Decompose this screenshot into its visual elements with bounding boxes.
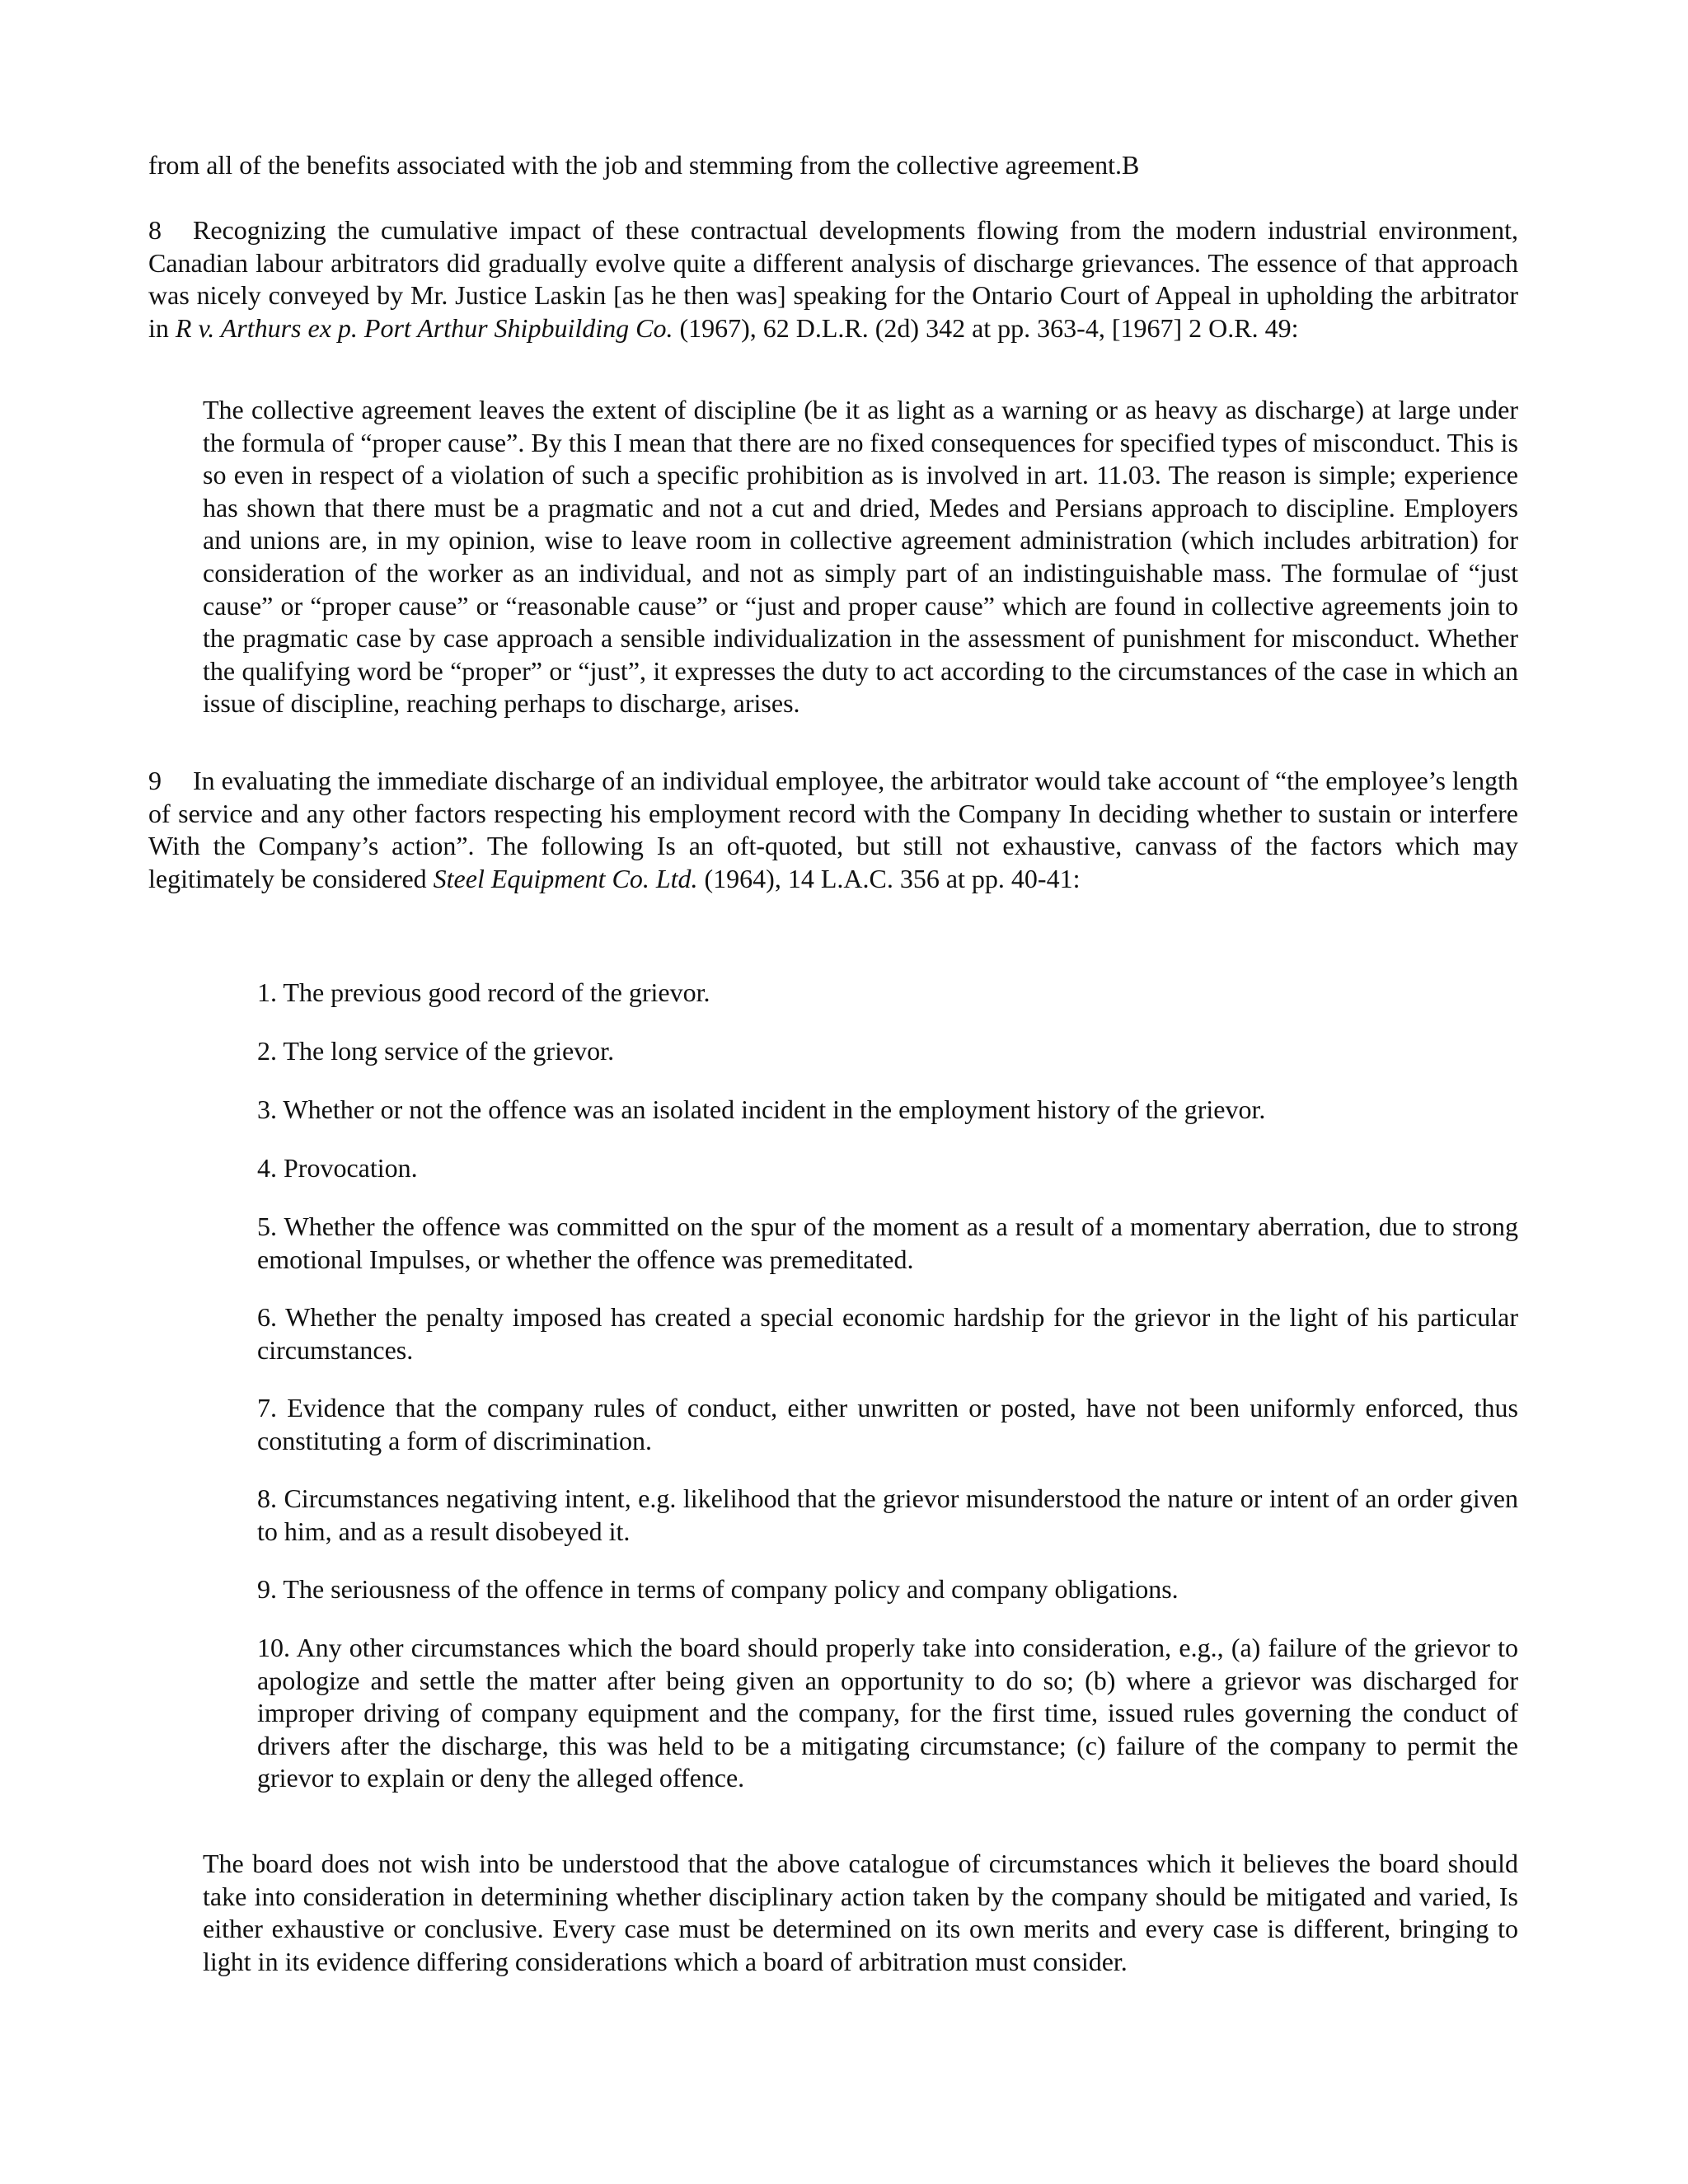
factor-item-2: 2. The long service of the grievor. (257, 1036, 615, 1066)
factor-item-4: 4. Provocation. (257, 1153, 418, 1183)
paragraph-8 (148, 214, 1518, 344)
factor-item-5: 5. Whether the offence was committed on the spur of the moment as a result of a momentary aberration, due to strong emotional Impulses, or whether the offence was premeditated. (257, 1212, 1518, 1274)
case-citation-port-arthur: R v. Arthurs ex p. Port Arthur Shipbuilding Co. (175, 312, 673, 343)
paragraph-9-text: In evaluating the immediate discharge of an individual employee, the arbitrator would take account of “the employee’s length of service and any other factors respecting his employment record with the Company In deciding whether to sustain or interfere With the Company’s action”. The following Is an oft-quoted, but still not exhaustive, canvass of the factors which may legitimately be considered (148, 766, 1518, 893)
paragraph-number-9: 9 (148, 766, 162, 795)
paragraph-8-text: Recognizing the cumulative impact of these contractual developments flowing from the modern industrial environment, Canadian labour arbitrators did gradually evolve quite a different analysis of discharge grievances. The essence of that approach was nicely conveyed by Mr. Justice Laskin [as he then was] speaking for the Ontario Court of Appeal in upholding the arbitrator in (148, 215, 1518, 343)
laskin-quote: The collective agreement leaves the extent of discipline (be it as light as a warning or as heavy as discharge) at large under the formula of “proper cause”. By this I mean that there are no fixed consequences for specified types of misconduct. This is so even in respect of a violation of such a specific prohibition as is involved in art. 11.03. The reason is simple; experience has shown that there must be a pragmatic and not a cut and dried, Medes and Persians approach to discipline. Employers and unions are, in my opinion, wise to leave room in collective agreement administration (which includes arbitration) for consideration of the worker as an individual, and not as simply part of an indistinguishable mass. The formulae of “just cause” or “proper cause” or “reasonable cause” or “just and proper cause” which are found in collective agreements join to the pragmatic case by case approach a sensible individualization in the assessment of punishment for misconduct. Whether the qualifying word be “proper” or “just”, it expresses the duty to act according to the circumstances of the case in which an issue of discipline, reaching perhaps to discharge, arises. (203, 395, 1518, 719)
factor-item-3: 3. Whether or not the offence was an isolated incident in the employment history of the grievor. (257, 1094, 1266, 1124)
case-citation-steel-equipment: Steel Equipment Co. Ltd. (433, 863, 698, 893)
opening-line: from all of the benefits associated with the job and stemming from the collective agreement.B (148, 150, 1140, 180)
closing-paragraph: The board does not wish into be understood that the above catalogue of circumstances which it believes the board should take into consideration in determining whether disciplinary action taken by the company should be mitigated and varied, Is either exhaustive or conclusive. Every case must be determined on its own merits and every case is different, bringing to light in its evidence differing considerations which a board of arbitration must consider. (203, 1849, 1518, 1976)
paragraph-8-citation-tail: (1967), 62 D.L.R. (2d) 342 at pp. 363-4, [1967] 2 O.R. 49: (673, 312, 1299, 343)
factor-item-6: 6. Whether the penalty imposed has created a special economic hardship for the grievor in the light of his particular circumstances. (257, 1302, 1518, 1365)
factor-item-1: 1. The previous good record of the grievor. (257, 977, 710, 1007)
paragraph-number-8: 8 (148, 215, 162, 245)
paragraph-9 (148, 765, 1518, 895)
factor-item-7: 7. Evidence that the company rules of conduct, either unwritten or posted, have not been uniformly enforced, thus constituting a form of discrimination. (257, 1393, 1518, 1455)
factor-item-8: 8. Circumstances negativing intent, e.g. likelihood that the grievor misunderstood the nature or intent of an order given to him, and as a result disobeyed it. (257, 1483, 1518, 1546)
factor-item-9: 9. The seriousness of the offence in terms of company policy and company obligations. (257, 1574, 1179, 1604)
factor-item-10: 10. Any other circumstances which the board should properly take into consideration, e.g., (a) failure of the grievor to apologize and settle the matter after being given an opportunity to do so; (b) where a grievor was discharged for improper driving of company equipment and the company, for the first time, issued rules governing the conduct of drivers after the discharge, this was held to be a mitigating circumstance; (c) failure of the company to permit the grievor to explain or deny the alleged offence. (257, 1633, 1518, 1793)
paragraph-9-citation-tail: (1964), 14 L.A.C. 356 at pp. 40-41: (697, 863, 1081, 893)
